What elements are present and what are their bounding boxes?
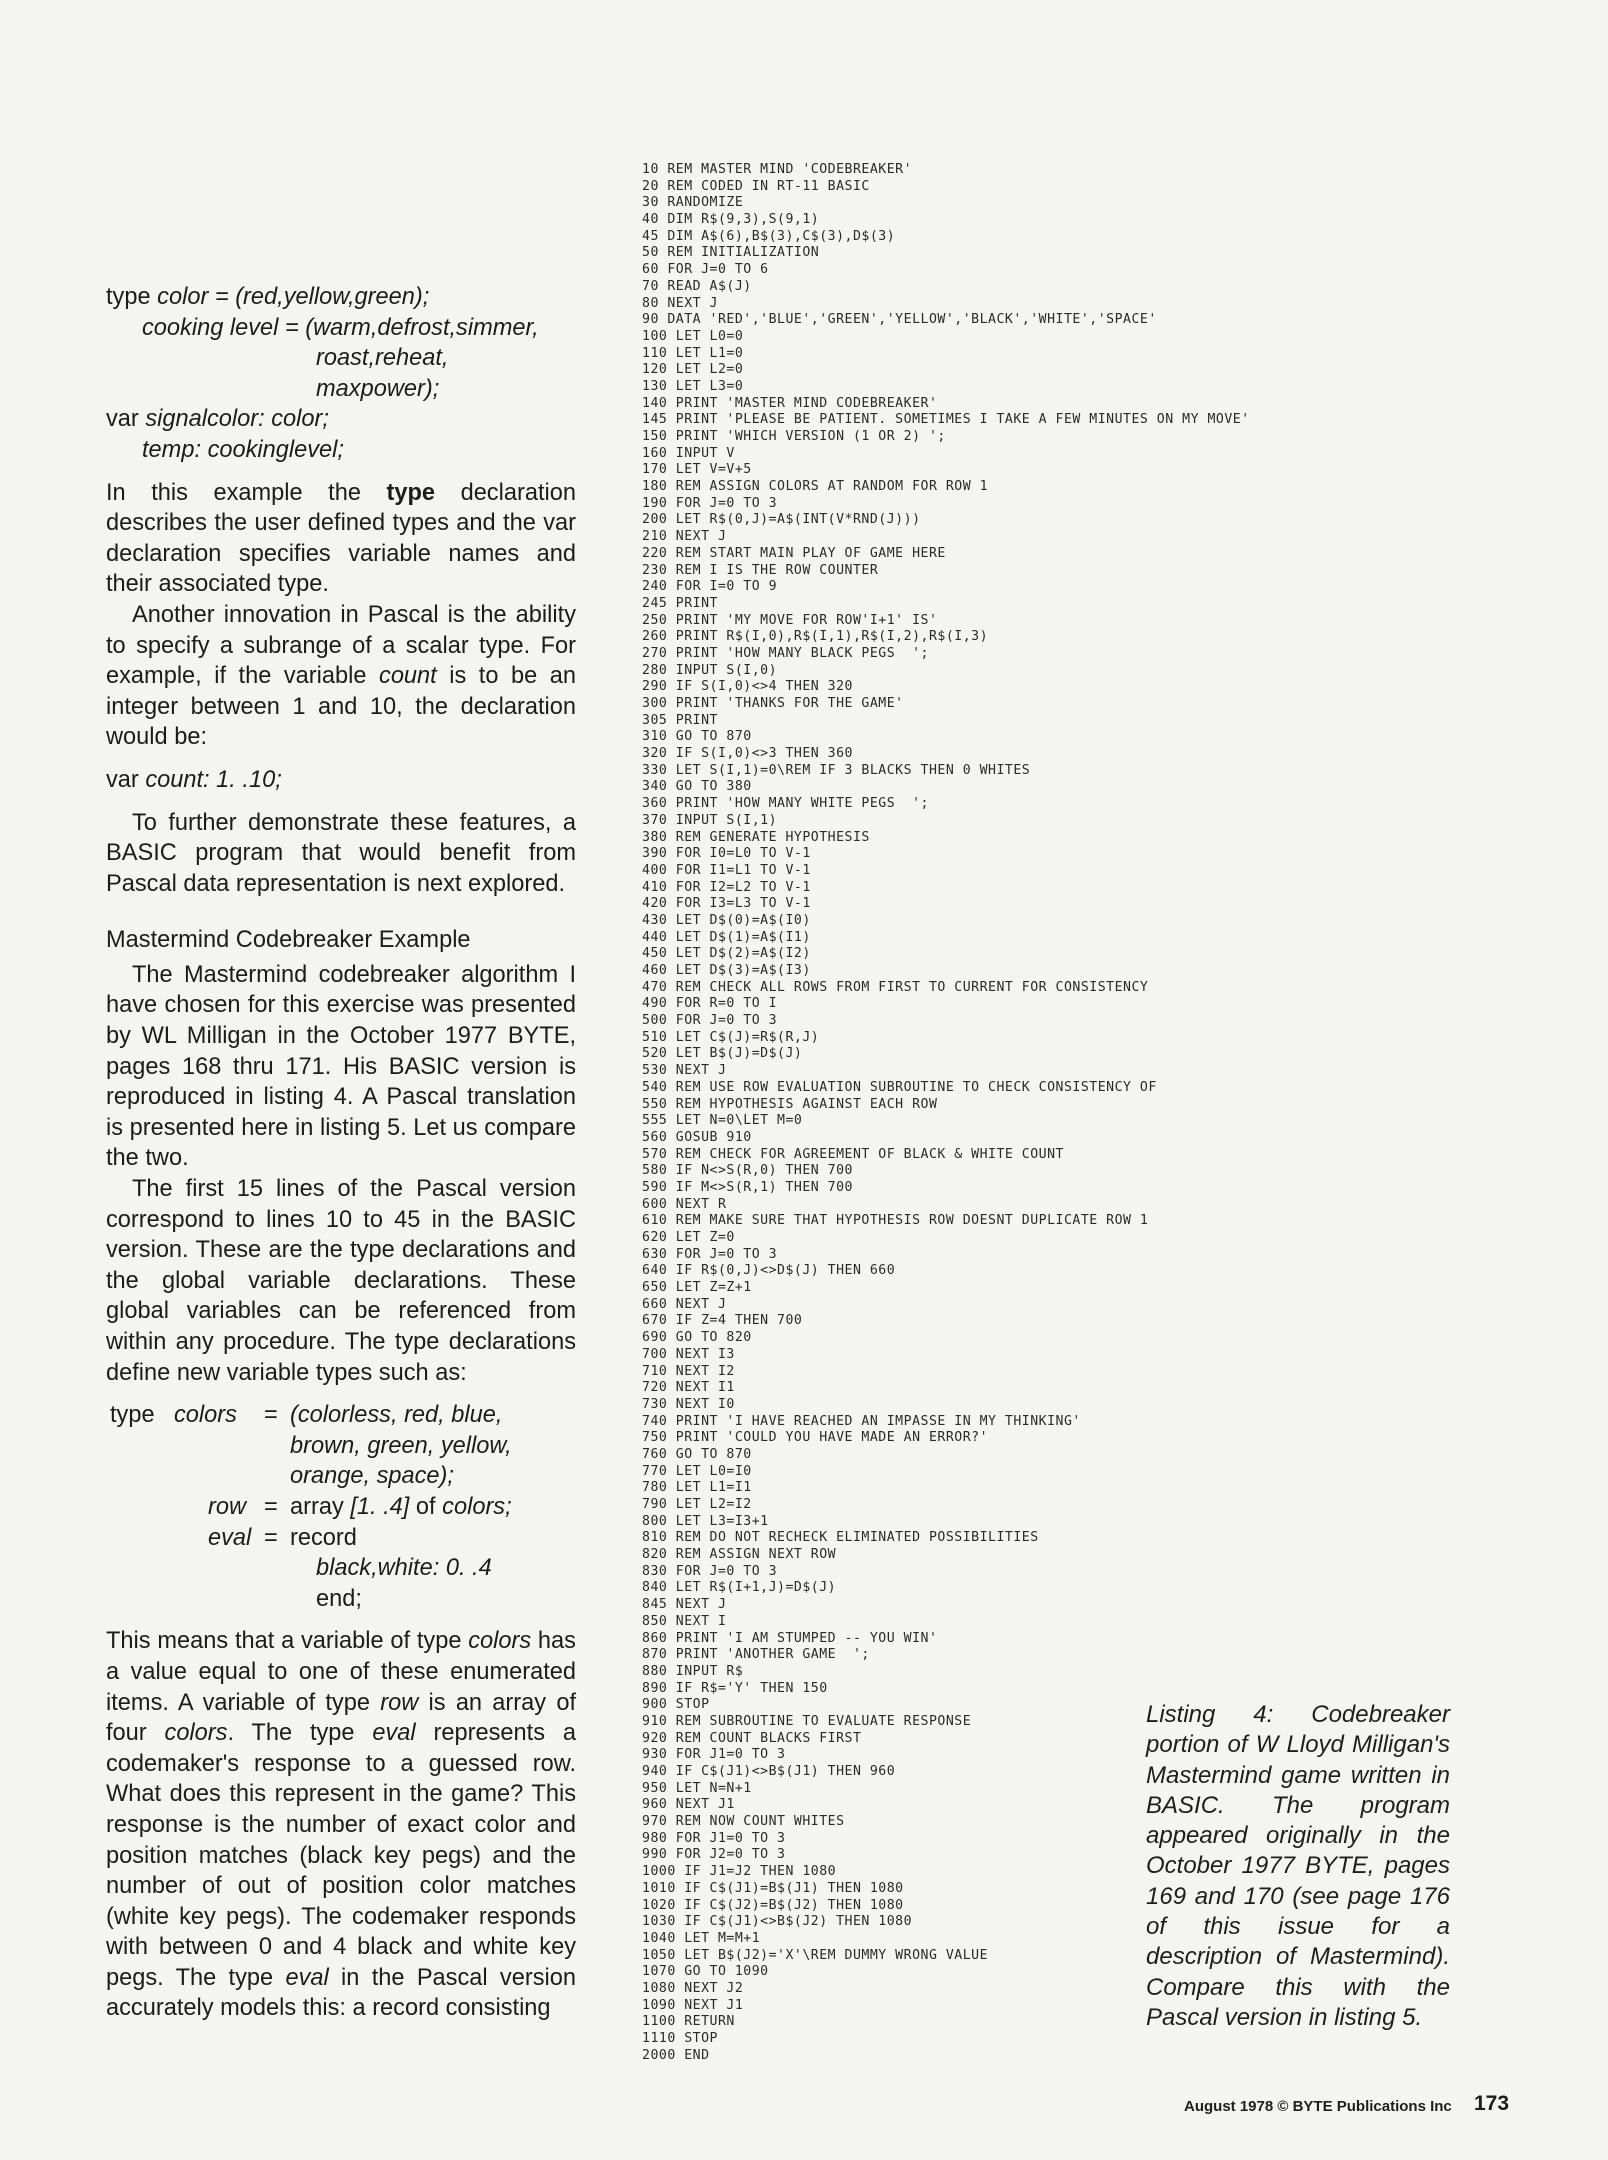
- listing-line: 950 LET N=N+1: [642, 1780, 752, 1796]
- listing-line: 810 REM DO NOT RECHECK ELIMINATED POSSIBILITIES: [642, 1530, 1039, 1546]
- listing-line: 960 NEXT J1: [642, 1797, 735, 1813]
- listing-line: 60 FOR J=0 TO 6: [642, 262, 769, 278]
- listing-line: 860 PRINT 'I AM STUMPED -- YOU WIN': [642, 1630, 938, 1646]
- listing-line: 1070 GO TO 1090: [642, 1964, 769, 1980]
- paragraph: To further demonstrate these features, a BASIC program that would benefit from Pascal data representation is next explored.: [106, 809, 576, 897]
- listing-line: 90 DATA 'RED','BLUE','GREEN','YELLOW','BLACK','WHITE','SPACE': [642, 312, 1157, 328]
- listing-line: 780 LET L1=I1: [642, 1480, 752, 1496]
- listing-line: 200 LET R$(0,J)=A$(INT(V*RND(J))): [642, 512, 921, 528]
- listing-line: 600 NEXT R: [642, 1196, 727, 1212]
- listing-line: 550 REM HYPOTHESIS AGAINST EACH ROW: [642, 1096, 938, 1112]
- listing-line: 500 FOR J=0 TO 3: [642, 1013, 778, 1029]
- listing-line: 420 FOR I3=L3 TO V-1: [642, 896, 811, 912]
- listing-line: 330 LET S(I,1)=0\REM IF 3 BLACKS THEN 0 WHITES: [642, 762, 1031, 778]
- decl-line: color = (red,yellow,green);: [157, 284, 430, 310]
- listing-line: 940 IF C$(J1)<>B$(J1) THEN 960: [642, 1764, 896, 1779]
- listing-line: 990 FOR J2=0 TO 3: [642, 1847, 786, 1863]
- listing-line: 230 REM I IS THE ROW COUNTER: [642, 562, 879, 578]
- listing-line: 740 PRINT 'I HAVE REACHED AN IMPASSE IN MY THINKING': [642, 1413, 1081, 1429]
- section-heading: Mastermind Codebreaker Example: [106, 927, 471, 954]
- left-column: [106, 282, 576, 2024]
- listing-line: 840 LET R$(I+1,J)=D$(J): [642, 1580, 837, 1596]
- page-number: 173: [1474, 2092, 1510, 2115]
- listing-line: 630 FOR J=0 TO 3: [642, 1246, 778, 1262]
- kw-type: type: [106, 284, 151, 310]
- listing-line: 555 LET N=0\LET M=0: [642, 1113, 803, 1129]
- listing-line: 380 REM GENERATE HYPOTHESIS: [642, 829, 870, 845]
- paragraph: The first 15 lines of the Pascal version correspond to lines 10 to 45 in the BASIC version. These are the type declarations and the global variable declarations. These global variables can be referenced from within any procedure. The type declarations define new variable types such as:: [106, 1176, 576, 1386]
- listing-line: 845 NEXT J: [642, 1597, 727, 1613]
- listing-line: 610 REM MAKE SURE THAT HYPOTHESIS ROW DOESNT DUPLICATE ROW 1: [642, 1213, 1149, 1229]
- listing-line: 900 STOP: [642, 1697, 710, 1713]
- listing-line: 540 REM USE ROW EVALUATION SUBROUTINE TO CHECK CONSISTENCY OF: [642, 1079, 1157, 1095]
- listing-caption: Listing 4: Codebreaker portion of W Lloyd Milligan's Mastermind game written in BASIC. The program appeared originally in the October 1977 BYTE, pages 169 and 170 (see page 176 of this issue for a description of Mastermind). Compare this with the Pascal version in listing 5.: [1146, 1701, 1450, 2031]
- listing-line: 430 LET D$(0)=A$(I0): [642, 912, 811, 928]
- listing-line: 30 RANDOMIZE: [642, 195, 744, 211]
- listing-line: 260 PRINT R$(I,0),R$(I,1),R$(I,2),R$(I,3): [642, 629, 989, 645]
- listing-line: 750 PRINT 'COULD YOU HAVE MADE AN ERROR?': [642, 1430, 989, 1446]
- listing-line: 1080 NEXT J2: [642, 1980, 744, 1996]
- decl-line: maxpower);: [316, 375, 440, 402]
- listing-line: 1110 STOP: [642, 2031, 718, 2046]
- listing-line: 460 LET D$(3)=A$(I3): [642, 963, 811, 978]
- decl-line: roast,reheat,: [316, 345, 449, 372]
- listing-line: 190 FOR J=0 TO 3: [642, 495, 778, 511]
- listing-line: 2000 END: [642, 2047, 710, 2063]
- listing-line: 470 REM CHECK ALL ROWS FROM FIRST TO CURRENT FOR CONSISTENCY: [642, 979, 1149, 995]
- listing-line: 590 IF M<>S(R,1) THEN 700: [642, 1179, 853, 1195]
- listing-line: 1010 IF C$(J1)=B$(J1) THEN 1080: [642, 1880, 904, 1896]
- listing-line: 850 NEXT I: [642, 1613, 727, 1629]
- listing-line: 300 PRINT 'THANKS FOR THE GAME': [642, 696, 904, 711]
- listing-line: 320 IF S(I,0)<>3 THEN 360: [642, 746, 853, 762]
- listing-line: 970 REM NOW COUNT WHITES: [642, 1814, 845, 1830]
- listing-line: 520 LET B$(J)=D$(J): [642, 1046, 803, 1062]
- listing-line: 620 LET Z=0: [642, 1230, 735, 1245]
- listing-line: 640 IF R$(0,J)<>D$(J) THEN 660: [642, 1263, 896, 1279]
- listing-line: 1050 LET B$(J2)='X'\REM DUMMY WRONG VALUE: [642, 1947, 989, 1963]
- listing-line: 130 LET L3=0: [642, 378, 744, 394]
- listing-line: 360 PRINT 'HOW MANY WHITE PEGS ';: [642, 796, 929, 812]
- listing-line: 770 LET L0=I0: [642, 1463, 752, 1479]
- decl-colors-row-eval: type colors = (colorless, red, blue, brown, green, yellow, orange, space); row = array [1. .4] of colors; eval = record black,white: 0. .4 end;: [110, 1402, 512, 1612]
- listing-line: 270 PRINT 'HOW MANY BLACK PEGS ';: [642, 645, 929, 661]
- decl-line: temp: cookinglevel;: [142, 436, 344, 463]
- listing-line: 1090 NEXT J1: [642, 1997, 744, 2013]
- listing-line: 880 INPUT R$: [642, 1663, 744, 1679]
- listing-line: 310 GO TO 870: [642, 729, 752, 745]
- listing-line: 220 REM START MAIN PLAY OF GAME HERE: [642, 545, 946, 561]
- listing-line: 650 LET Z=Z+1: [642, 1280, 752, 1296]
- paragraph: In this example the type declaration describes the user defined types and the var declaration specifies variable names and their associated type.: [106, 479, 576, 598]
- listing-line: 1000 IF J1=J2 THEN 1080: [642, 1864, 837, 1880]
- listing-line: 670 IF Z=4 THEN 700: [642, 1313, 803, 1329]
- listing-line: 690 GO TO 820: [642, 1330, 752, 1346]
- paragraph: The Mastermind codebreaker algorithm I have chosen for this exercise was presented by WL Milligan in the October 1977 BYTE, pages 168 thru 171. His BASIC version is reproduced in listing 4. A Pascal translation is presented here in listing 5. Let us compare the two.: [106, 961, 576, 1172]
- listing-line: 830 FOR J=0 TO 3: [642, 1563, 778, 1579]
- listing-line: 240 FOR I=0 TO 9: [642, 579, 778, 595]
- listing-line: 210 NEXT J: [642, 529, 727, 545]
- listing-line: 570 REM CHECK FOR AGREEMENT OF BLACK & WHITE COUNT: [642, 1146, 1064, 1162]
- listing-line: 820 REM ASSIGN NEXT ROW: [642, 1547, 837, 1563]
- listing-line: 45 DIM A$(6),B$(3),C$(3),D$(3): [642, 228, 896, 244]
- decl-color-types: [106, 282, 576, 466]
- listing-line: 340 GO TO 380: [642, 779, 752, 795]
- listing-line: 390 FOR I0=L0 TO V-1: [642, 846, 811, 862]
- listing-line: 120 LET L2=0: [642, 362, 744, 378]
- listing-line: 305 PRINT: [642, 712, 718, 728]
- decl-line: signalcolor: color;: [145, 406, 329, 433]
- listing-line: 660 NEXT J: [642, 1296, 727, 1312]
- listing-line: 760 GO TO 870: [642, 1446, 752, 1462]
- listing-line: 160 INPUT V: [642, 445, 735, 461]
- listing-line: 1100 RETURN: [642, 2014, 735, 2030]
- listing-line: 1020 IF C$(J2)=B$(J2) THEN 1080: [642, 1897, 904, 1913]
- listing-line: 890 IF R$='Y' THEN 150: [642, 1680, 828, 1696]
- listing-line: 490 FOR R=0 TO I: [642, 996, 778, 1012]
- listing-line: 710 NEXT I2: [642, 1363, 735, 1379]
- listing-line: 700 NEXT I3: [642, 1346, 735, 1362]
- listing-line: 730 NEXT I0: [642, 1396, 735, 1412]
- listing-line: 370 INPUT S(I,1): [642, 812, 778, 828]
- listing-line: 100 LET L0=0: [642, 328, 744, 344]
- paragraph: This means that a variable of type colors has a value equal to one of these enumerated items. A variable of type row is an array of four colors. The type eval represents a codemaker's response to a guessed row. What does this represent in the game? This response is the number of exact color and position matches (black key pegs) and the number of out of position color matches (white key pegs). The codemaker responds with between 0 and 4 black and white key pegs. The type eval in the Pascal version accurately models this: a record consisting: [106, 1628, 576, 2022]
- listing-line: 245 PRINT: [642, 595, 718, 611]
- listing-line: 50 REM INITIALIZATION: [642, 245, 820, 261]
- listing-line: 800 LET L3=I3+1: [642, 1513, 769, 1529]
- listing-line: 440 LET D$(1)=A$(I1): [642, 929, 811, 945]
- listing-line: 110 LET L1=0: [642, 345, 744, 361]
- decl-count: var count: 1. .10;: [106, 766, 282, 793]
- listing-line: 400 FOR I1=L1 TO V-1: [642, 862, 811, 878]
- listing-line: 40 DIM R$(9,3),S(9,1): [642, 212, 820, 228]
- listing-line: 250 PRINT 'MY MOVE FOR ROW'I+1' IS': [642, 612, 938, 628]
- listing-line: 530 NEXT J: [642, 1063, 727, 1079]
- listing-line: 870 PRINT 'ANOTHER GAME ';: [642, 1647, 870, 1663]
- listing-line: 10 REM MASTER MIND 'CODEBREAKER': [642, 162, 913, 177]
- paragraph: Another innovation in Pascal is the ability to specify a subrange of a scalar type. For example, if the variable count is to be an integer between 1 and 10, the declaration would be:: [106, 601, 576, 751]
- listing-line: 410 FOR I2=L2 TO V-1: [642, 879, 811, 895]
- listing-line: 145 PRINT 'PLEASE BE PATIENT. SOMETIMES I TAKE A FEW MINUTES ON MY MOVE': [642, 412, 1250, 428]
- listing-line: 140 PRINT 'MASTER MIND CODEBREAKER': [642, 395, 938, 411]
- listing-line: 180 REM ASSIGN COLORS AT RANDOM FOR ROW 1: [642, 479, 989, 495]
- listing-line: 150 PRINT 'WHICH VERSION (1 OR 2) ';: [642, 429, 946, 444]
- listing-line: 920 REM COUNT BLACKS FIRST: [642, 1730, 862, 1746]
- listing-line: 20 REM CODED IN RT-11 BASIC: [642, 178, 870, 194]
- decl-line: cooking level = (warm,defrost,simmer,: [142, 314, 539, 341]
- listing-line: 720 NEXT I1: [642, 1380, 735, 1396]
- listing-line: 980 FOR J1=0 TO 3: [642, 1830, 786, 1846]
- listing-line: 930 FOR J1=0 TO 3: [642, 1747, 786, 1763]
- listing-line: 510 LET C$(J)=R$(R,J): [642, 1029, 820, 1045]
- footer-credit: August 1978 © BYTE Publications Inc: [1184, 2098, 1452, 2115]
- listing-line: 1040 LET M=M+1: [642, 1930, 761, 1946]
- listing-line: 80 NEXT J: [642, 295, 718, 311]
- listing-line: 450 LET D$(2)=A$(I2): [642, 946, 811, 962]
- listing-line: 560 GOSUB 910: [642, 1129, 752, 1145]
- listing-line: 580 IF N<>S(R,0) THEN 700: [642, 1163, 853, 1179]
- listing-line: 70 READ A$(J): [642, 278, 752, 294]
- kw-var: var: [106, 406, 139, 433]
- listing-line: 1030 IF C$(J1)<>B$(J2) THEN 1080: [642, 1914, 913, 1930]
- listing-line: 280 INPUT S(I,0): [642, 662, 778, 678]
- listing-line: 790 LET L2=I2: [642, 1497, 752, 1512]
- listing-line: 170 LET V=V+5: [642, 462, 752, 478]
- listing-line: 290 IF S(I,0)<>4 THEN 320: [642, 679, 853, 695]
- listing-line: 910 REM SUBROUTINE TO EVALUATE RESPONSE: [642, 1713, 972, 1729]
